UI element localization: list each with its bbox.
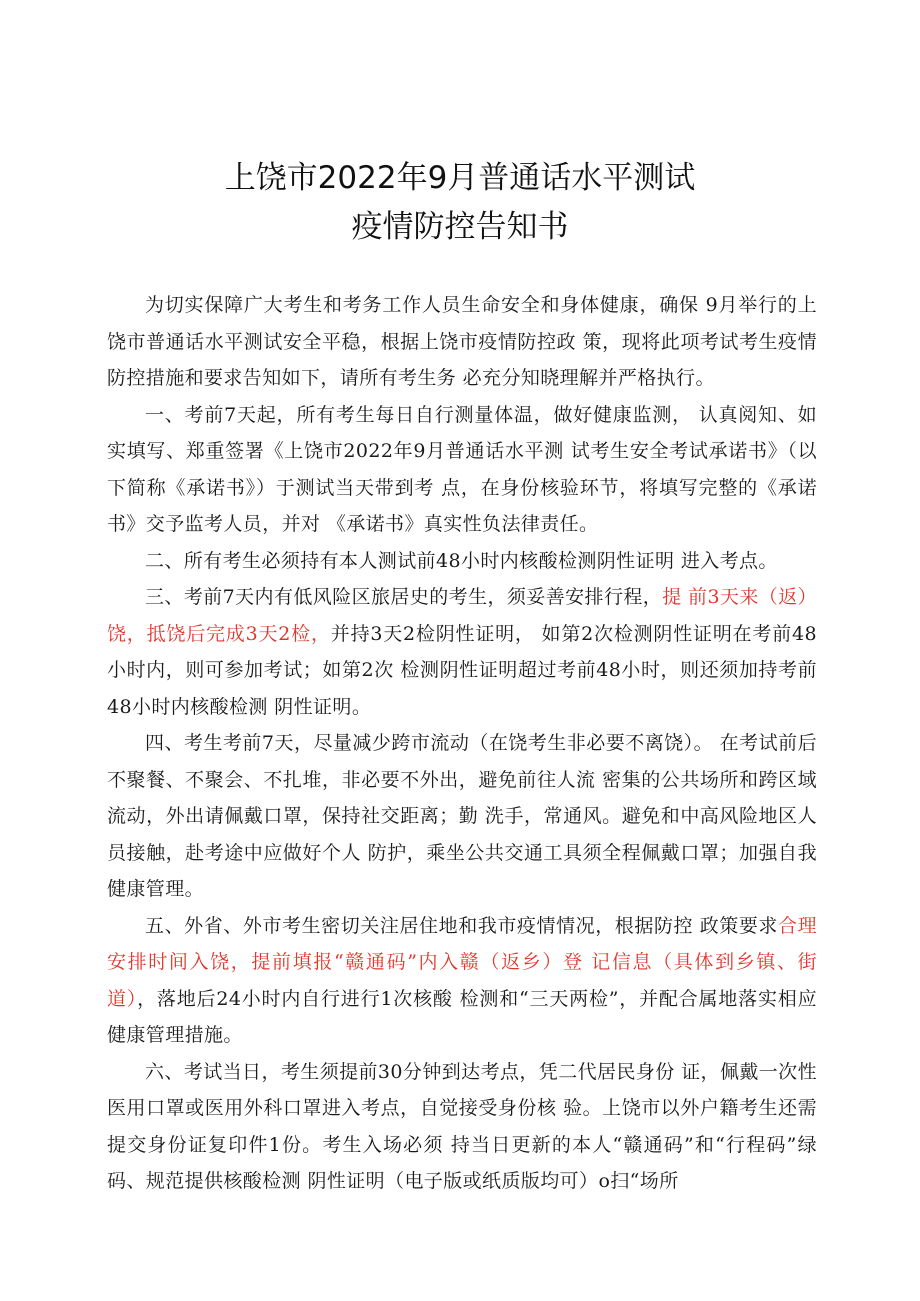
paragraph-item-2: [107, 543, 817, 580]
paragraph-item-4: [107, 725, 817, 908]
paragraph-text: 一、考前7天起，所有考生每日自行测量体温，做好健康监测， 认真阅知、如实填写、郑重签署《上饶市2022年9月普通话水平测 试考生安全考试承诺书》（以下简称《承诺书》）于测试当天带到考 点，在身份核验环节，将填写完整的《承诺书》交予监考人员，并对 《承诺书》真实性负法律责任。: [107, 403, 817, 535]
document-title-line2: 疫情防控告知书: [351, 209, 569, 245]
paragraph-item-5: [107, 908, 817, 1054]
paragraph-text: 为切实保障广大考生和考务工作人员生命安全和身体健康，确保 9月举行的上饶市普通话水平测试安全平稳，根据上饶市疫情防控政 策，现将此项考试考生疫情防控措施和要求告知如下，请所有考生务 必充分知晓理解并严格执行。: [107, 294, 817, 389]
paragraph-text: ，落地后24小时内自行进行1次核酸 检测和“三天两检”，并配合属地落实相应健康管理措施。: [107, 987, 817, 1046]
paragraph-item-1: [107, 397, 817, 543]
paragraph-highlight-text: 提 前3天来（返）饶，抵饶后完成3天2检，: [107, 586, 818, 645]
paragraph-text: 二、所有考生必须持有本人测试前48小时内核酸检测阴性证明 进入考点。: [145, 549, 778, 572]
paragraph-text: 四、考生考前7天，尽量减少跨市流动（在饶考生非必要不离饶）。 在考试前后不聚餐、不聚会、不扎堆，非必要不外出，避免前往人流 密集的公共场所和跨区域流动，外出请佩戴口罩，保持社交距离；勤 洗手，常通风。避免和中高风险地区人员接触，赴考途中应做好个人 防护，乘坐公共交通工具须全程佩戴口罩；加强自我健康管理。: [107, 732, 817, 900]
paragraph-highlight-text: 合理安排时间入饶，提前填报“赣通码”内入赣（返乡）登 记信息（具体到乡镇、街道）: [107, 914, 817, 1010]
document-title-line1: 上饶市2022年9月普通话水平测试: [224, 160, 696, 196]
paragraph-intro: [107, 287, 817, 397]
paragraph-item-3: [107, 579, 817, 725]
paragraph-text: 六、考试当日，考生须提前30分钟到达考点，凭二代居民身份 证，佩戴一次性医用口罩或医用外科口罩进入考点，自觉接受身份核 验。上饶市以外户籍考生还需提交身份证复印件1份。考生入场必须 持当日更新的本人“赣通码”和“行程码”绿码、规范提供核酸检测 阴性证明（电子版或纸质版均可）o扫“场所: [107, 1060, 817, 1192]
paragraph-text: 五、外省、外市考生密切关注居住地和我市疫情情况，根据防控 政策要求: [145, 914, 779, 937]
paragraph-text: 三、考前7天内有低风险区旅居史的考生，须妥善安排行程，: [145, 586, 663, 608]
paragraph-text: 并持3天2检阴性证明， 如第2次检测阴性证明在考前48小时内，则可参加考试；如第2次 检测阴性证明超过考前48小时，则还须加持考前48小时内核酸检测 阴性证明。: [107, 622, 817, 718]
paragraph-item-6: [107, 1054, 817, 1200]
document-body: [107, 287, 817, 1200]
